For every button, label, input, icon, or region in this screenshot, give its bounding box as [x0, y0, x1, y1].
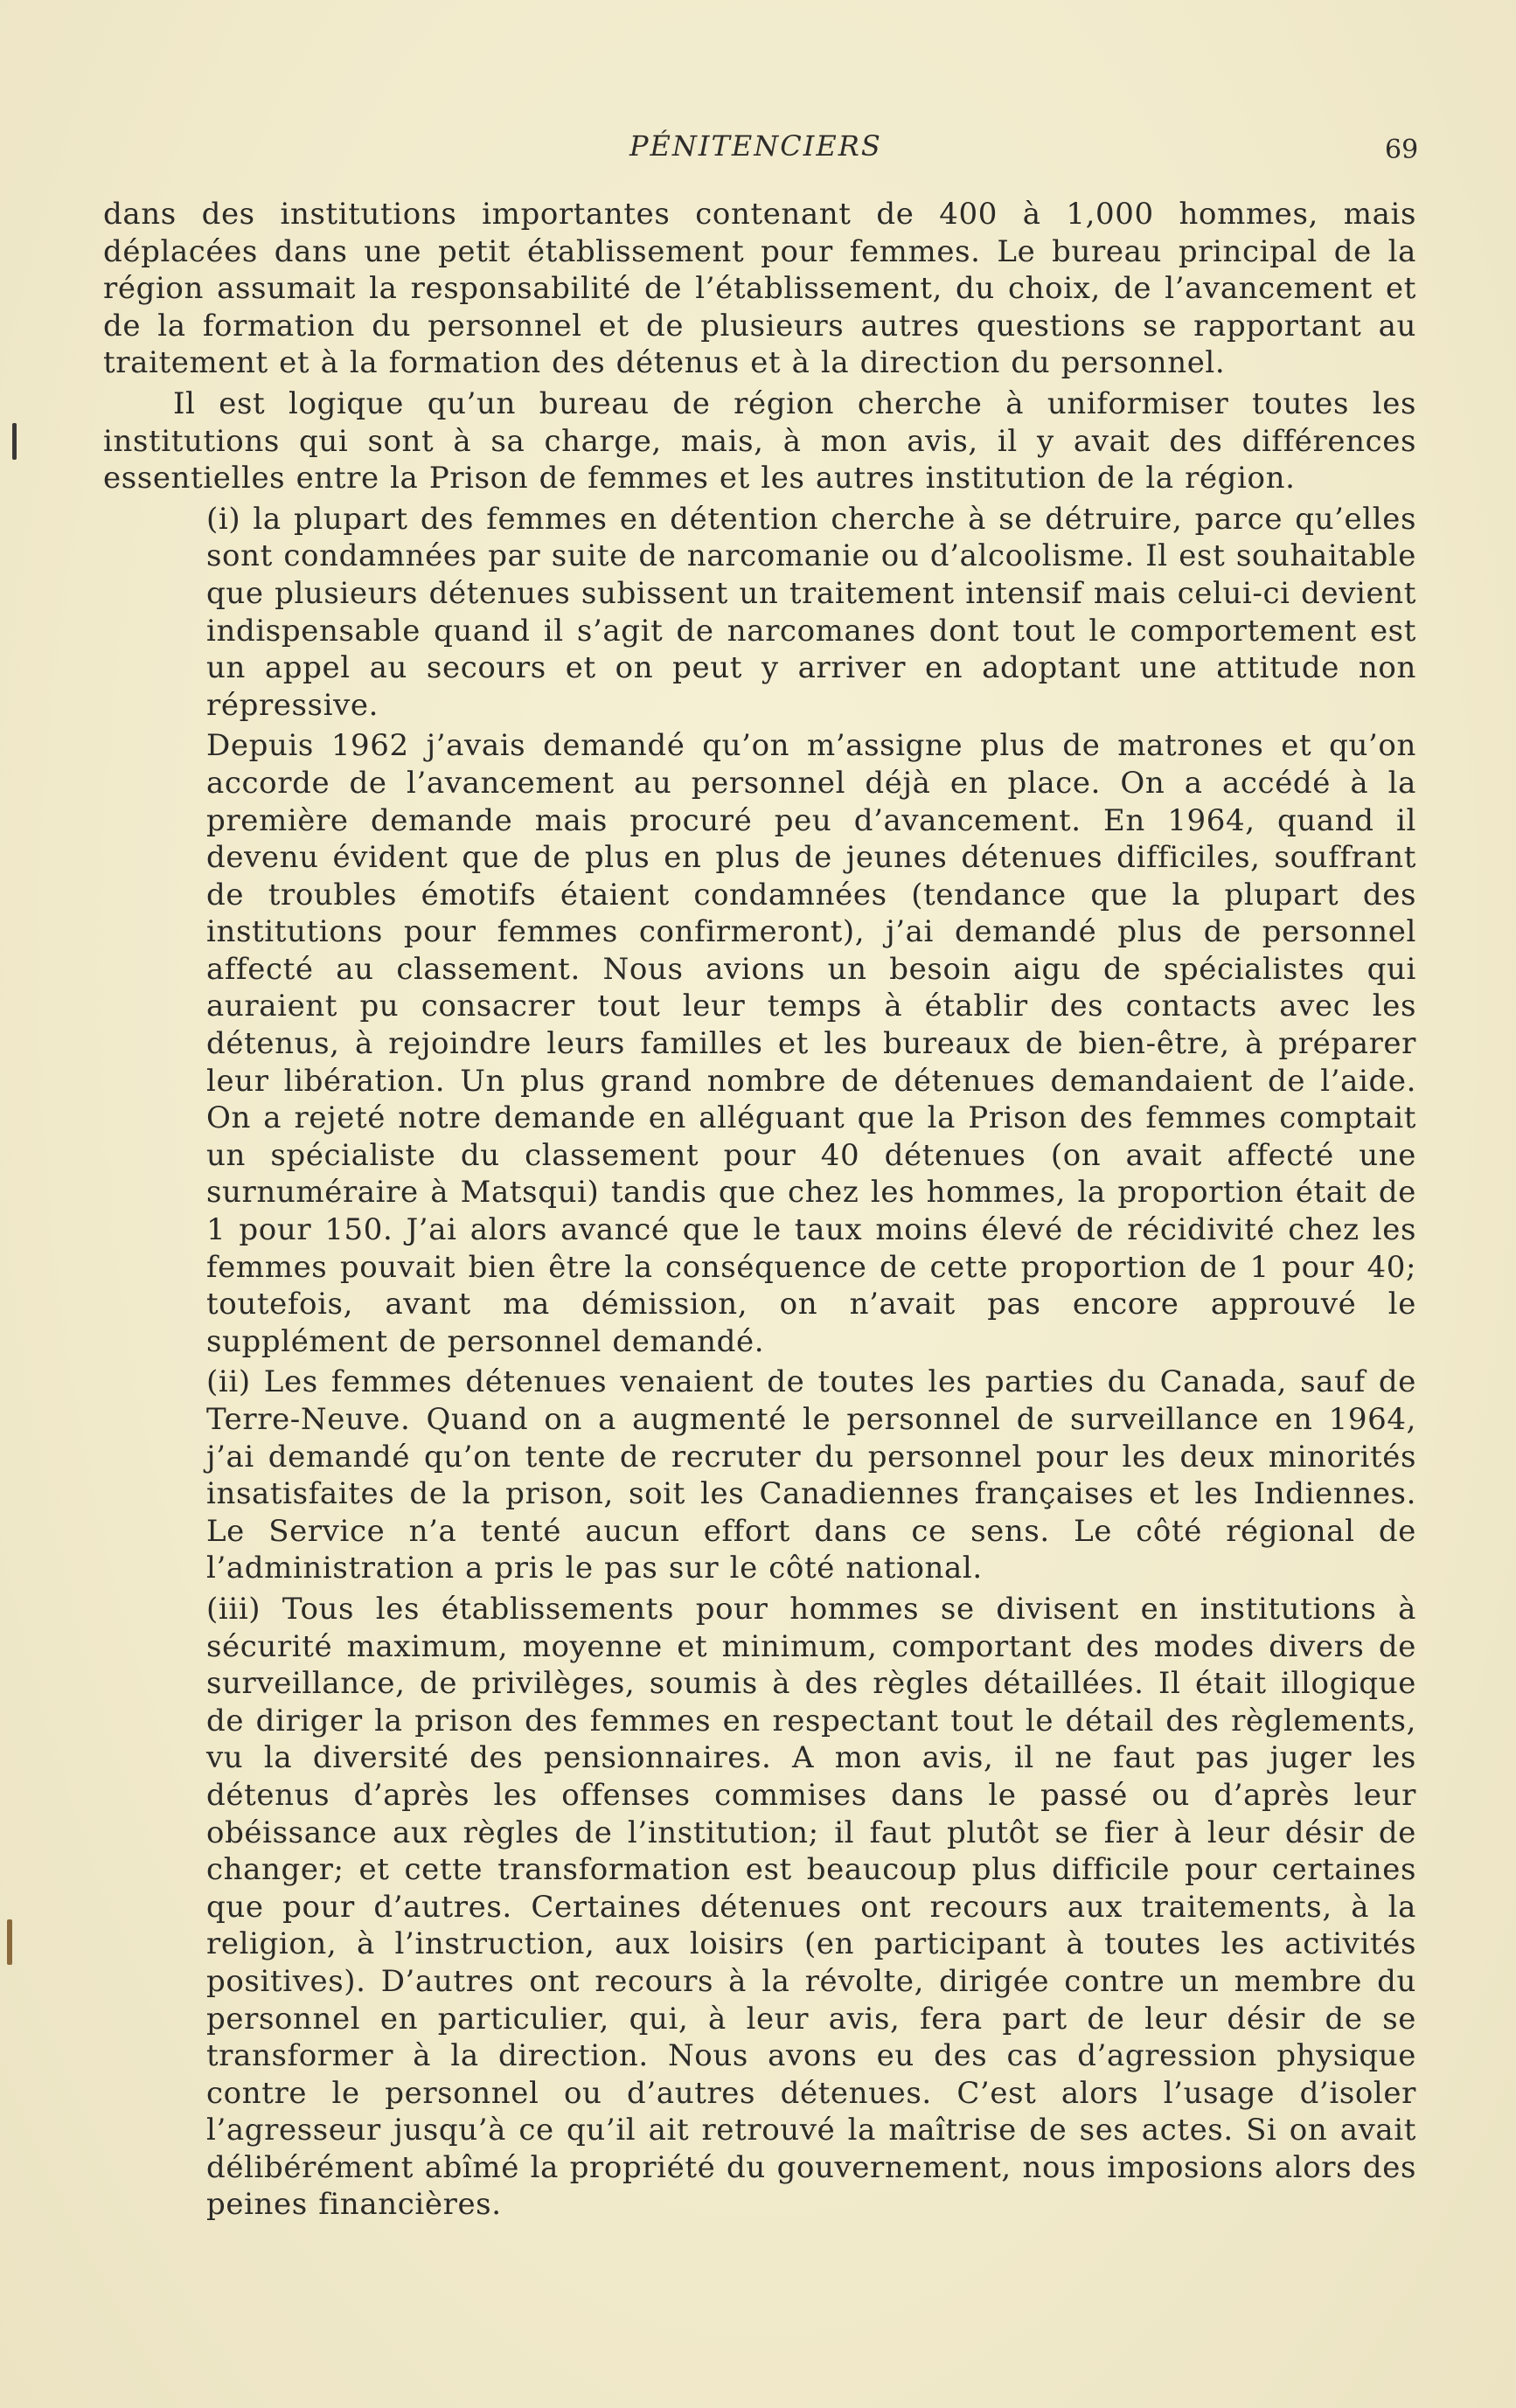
- paragraph: Depuis 1962 j’avais demandé qu’on m’assigne plus de matrones et qu’on accorde de l’avancement au personnel déjà en place. On a accédé à la première demande mais procuré peu d’avancement. En 1964, quand il devenu évident que de plus en plus de jeunes détenues difficiles, souffrant de troubles émotifs étaient condamnées (tendance que la plupart des institutions pour femmes confirmeront), j’ai demandé plus de personnel affecté au classement. Nous avions un besoin aigu de spécialistes qui auraient pu consacrer tout leur temps à établir des contacts avec les détenus, à rejoindre leurs familles et les bureaux de bien-être, à préparer leur libération. Un plus grand nombre de détenues demandaient de l’aide. On a rejeté notre demande en alléguant que la Prison des femmes comptait un spécialiste du classement pour 40 détenues (on avait affecté une surnuméraire à Matsqui) tandis que chez les hommes, la proportion était de 1 pour 150. J’ai alors avancé que le taux moins élevé de récidivité chez les femmes pouvait bien être la conséquence de cette proportion de 1 pour 40; toutefois, avant ma démission, on n’avait pas encore approuvé le supplément de personnel demandé.: [206, 728, 1416, 1359]
- running-title: PÉNITENCIERS: [629, 129, 882, 163]
- page-number: 69: [1385, 135, 1419, 165]
- margin-mark: [7, 1919, 12, 1965]
- body-text: [103, 196, 1416, 2227]
- paragraph-subpoint-iii: (iii) Tous les établissements pour hommes se divisent en institutions à sécurité maximum, moyenne et minimum, comportant des modes divers de surveillance, de privilèges, soumis à des règles détaillées. Il était illogique de diriger la prison des femmes en respectant tout le détail des règlements, vu la diversité des pensionnaires. A mon avis, il ne faut pas juger les détenus d’après les offenses commises dans le passé ou d’après leur obéissance aux règles de l’institution; il faut plutôt se fier à leur désir de changer; et cette transformation est beaucoup plus difficile pour certaines que pour d’autres. Certaines détenues ont recours aux traitements, à la religion, à l’instruction, aux loisirs (en participant à toutes les activités positives). D’autres ont recours à la révolte, dirigée contre un membre du personnel en particulier, qui, à leur avis, fera part de leur désir de se transformer à la direction. Nous avons eu des cas d’agression physique contre le personnel ou d’autres détenues. C’est alors l’usage d’isoler l’agresseur jusqu’à ce qu’il ait retrouvé la maîtrise de ses actes. Si on avait délibérément abîmé la propriété du gouvernement, nous imposions alors des peines financières.: [206, 1591, 1416, 2223]
- paragraph-subpoint-ii: (ii) Les femmes détenues venaient de toutes les parties du Canada, sauf de Terre-Neuve. Quand on a augmenté le personnel de surveillance en 1964, j’ai demandé qu’on tente de recruter du personnel pour les deux minorités insatisfaites de la prison, soit les Canadiennes françaises et les Indiennes. Le Service n’a tenté aucun effort dans ce sens. Le côté régional de l’administration a pris le pas sur le côté national.: [206, 1364, 1416, 1586]
- paragraph: dans des institutions importantes contenant de 400 à 1,000 hommes, mais déplacées dans une petit établissement pour femmes. Le bureau principal de la région assumait la responsabilité de l’établissement, du choix, de l’avancement et de la formation du personnel et de plusieurs autres questions se rapportant au traitement et à la formation des détenus et à la direction du personnel.: [103, 197, 1416, 381]
- page-header: [0, 129, 1516, 173]
- margin-mark: [12, 423, 17, 460]
- paragraph: Il est logique qu’un bureau de région cherche à uniformiser toutes les institutions qui sont à sa charge, mais, à mon avis, il y avait des différences essentielles entre la Prison de femmes et les autres institution de la région.: [103, 385, 1416, 496]
- paragraph-subpoint-i: (i) la plupart des femmes en détention cherche à se détruire, parce qu’elles sont condamnées par suite de narcomanie ou d’alcoolisme. Il est souhaitable que plusieurs détenues subissent un traitement intensif mais celui-ci devient indispensable quand il s’agit de narcomanes dont tout le comportement est un appel au secours et on peut y arriver en adoptant une attitude non répressive.: [206, 501, 1416, 723]
